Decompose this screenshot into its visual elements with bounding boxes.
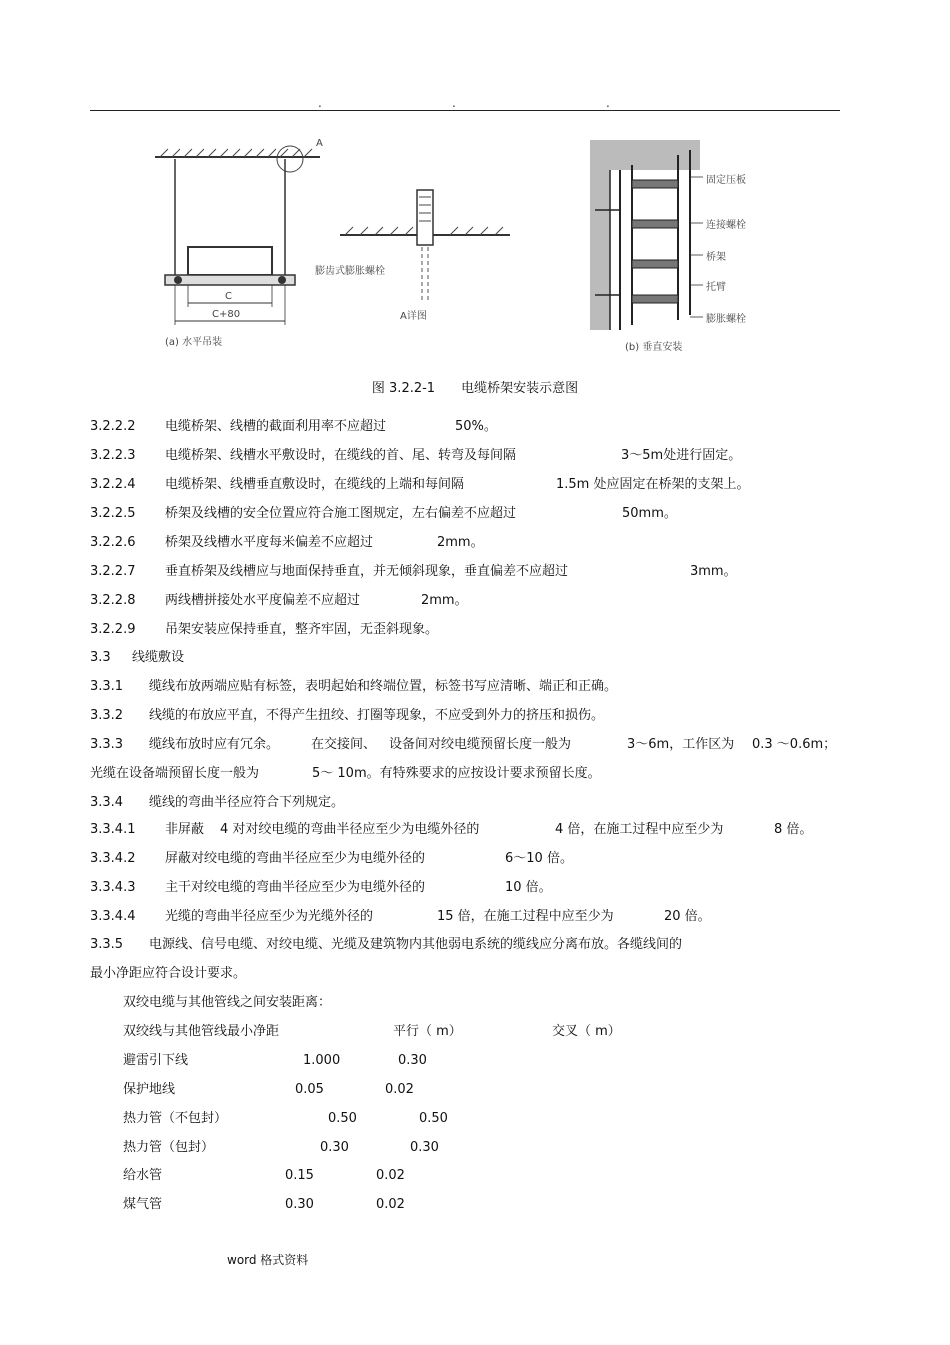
clause-number: 3.3.4.3 (90, 880, 136, 895)
clause-text: 屏蔽对绞电缆的弯曲半径应至少为电缆外径的 (165, 851, 426, 866)
clause-text: 4 对对绞电缆的弯曲半径应至少为电缆外径的 (220, 822, 480, 837)
label-detail: A详图 (400, 311, 427, 322)
label-bridge: 桥架 (706, 252, 726, 263)
installation-diagram (150, 135, 770, 365)
cable-tray-installation-figure (150, 135, 770, 365)
figure-caption: 图 3.2.2-1 电缆桥架安装示意图 (371, 381, 579, 396)
clause-number: 3.2.2.3 (90, 448, 136, 463)
section-title: 线缆敷设 (132, 650, 185, 665)
clause-value: 15 倍，在施工过程中应至少为 (437, 909, 614, 924)
clause-value: 2mm。 (437, 535, 484, 550)
table-cell: 0.02 (376, 1197, 405, 1212)
table-cell: 热力管（包封） (123, 1140, 215, 1155)
page-footer: word 格式资料 (227, 1253, 309, 1267)
table-cell: 0.30 (398, 1053, 427, 1068)
label-expansion-bolt: 膨胀螺栓 (706, 314, 746, 325)
label-c: C (225, 291, 232, 302)
clause-number: 3.3.4.2 (90, 851, 136, 866)
clause-text: 电源线、信号电缆、对绞电缆、光缆及建筑物内其他弱电系统的缆线应分离布放。各缆线间的 (149, 937, 683, 952)
clause-value: 50%。 (455, 419, 497, 434)
label-c80: C+80 (212, 309, 241, 320)
clause-number: 3.2.2.4 (90, 477, 136, 492)
table-cell: 0.30 (285, 1197, 314, 1212)
label-arm: 托臂 (706, 282, 726, 293)
clause-value: 6～10 倍。 (505, 851, 573, 866)
clause-text: 电缆桥架、线槽水平敷设时，在缆线的首、尾、转弯及每间隔 (165, 448, 517, 463)
clause-text: 设备间对绞电缆预留长度一般为 (389, 737, 572, 752)
table-cell: 热力管（不包封） (123, 1111, 228, 1126)
header-dot: . (606, 96, 610, 110)
table-header: 双绞线与其他管线最小净距 (123, 1024, 280, 1039)
section-number: 3.3 (90, 650, 111, 665)
table-cell: 1.000 (303, 1053, 341, 1068)
table-header: 交叉（ m） (552, 1024, 621, 1039)
clause-number: 3.3.2 (90, 708, 124, 723)
label-bolt-a: 膨齿式膨胀螺栓 (315, 266, 385, 277)
label-connect-bolt: 连接螺栓 (706, 220, 746, 231)
clause-value: 4 倍，在施工过程中应至少为 (555, 822, 724, 837)
table-cell: 给水管 (123, 1168, 163, 1183)
clause-number: 3.3.4 (90, 795, 124, 810)
clause-text: 光缆在设备端预留长度一般为 (90, 766, 260, 781)
table-cell: 保护地线 (123, 1082, 176, 1097)
clause-value: 0.3 ～0.6m； (752, 737, 837, 752)
clause-number: 3.2.2.6 (90, 535, 136, 550)
clause-value: 3mm。 (690, 564, 737, 579)
clause-text: 电缆桥架、线槽垂直敷设时，在缆线的上端和每间隔 (165, 477, 465, 492)
label-a: A (316, 138, 323, 149)
clause-text: 非屏蔽 (165, 822, 205, 837)
clause-text: 最小净距应符合设计要求。 (90, 966, 247, 981)
clause-value: 1.5m 处应固定在桥架的支架上。 (556, 477, 750, 492)
clause-value: 50mm。 (622, 506, 677, 521)
table-cell: 0.02 (376, 1168, 405, 1183)
clause-number: 3.3.4.1 (90, 822, 136, 837)
table-cell: 避雷引下线 (123, 1053, 189, 1068)
clause-number: 3.2.2.7 (90, 564, 136, 579)
clause-text: 缆线布放时应有冗余。 (149, 737, 280, 752)
clause-value: 5～ 10m。有特殊要求的应按设计要求预留长度。 (312, 766, 601, 781)
clause-number: 3.2.2.8 (90, 593, 136, 608)
table-cell: 0.50 (328, 1111, 357, 1126)
table-cell: 0.50 (419, 1111, 448, 1126)
clause-text: 缆线布放两端应贴有标签，表明起始和终端位置，标签书写应清晰、端正和正确。 (149, 679, 618, 694)
header-dot: . (452, 96, 456, 110)
table-cell: 煤气管 (123, 1197, 163, 1212)
table-cell: 0.30 (410, 1140, 439, 1155)
clause-text: 在交接间、 (311, 737, 377, 752)
clause-text: 光缆的弯曲半径应至少为光缆外径的 (165, 909, 374, 924)
label-sub-a: (a) 水平吊装 (165, 337, 223, 348)
clause-text: 线缆的布放应平直，不得产生扭绞、打圈等现象，不应受到外力的挤压和损伤。 (149, 708, 605, 723)
clause-text: 桥架及线槽水平度每米偏差不应超过 (165, 535, 374, 550)
clause-number: 3.3.5 (90, 937, 124, 952)
clause-number: 3.2.2.9 (90, 622, 136, 637)
clause-number: 3.2.2.2 (90, 419, 136, 434)
clause-value: 20 倍。 (664, 909, 711, 924)
table-header: 平行（ m） (393, 1024, 462, 1039)
clause-value: 10 倍。 (505, 880, 552, 895)
table-cell: 0.05 (295, 1082, 324, 1097)
clause-value: 2mm。 (421, 593, 468, 608)
header-rule (90, 110, 840, 111)
clause-text: 缆线的弯曲半径应符合下列规定。 (149, 795, 345, 810)
clause-text: 两线槽拼接处水平度偏差不应超过 (165, 593, 361, 608)
clause-value: 8 倍。 (774, 822, 813, 837)
clause-number: 3.3.1 (90, 679, 124, 694)
table-cell: 0.30 (320, 1140, 349, 1155)
clause-text: 吊架安装应保持垂直，整齐牢固，无歪斜现象。 (165, 622, 439, 637)
clause-value: 3～5m处进行固定。 (621, 448, 742, 463)
label-fixed-plate: 固定压板 (706, 175, 746, 186)
clause-text: 主干对绞电缆的弯曲半径应至少为电缆外径的 (165, 880, 426, 895)
table-cell: 0.02 (385, 1082, 414, 1097)
clause-text: 电缆桥架、线槽的截面利用率不应超过 (165, 419, 387, 434)
clause-value: 3～6m，工作区为 (627, 737, 735, 752)
table-cell: 0.15 (285, 1168, 314, 1183)
clause-number: 3.3.4.4 (90, 909, 136, 924)
clause-number: 3.2.2.5 (90, 506, 136, 521)
label-sub-b: (b) 垂直安装 (625, 342, 683, 353)
clause-number: 3.3.3 (90, 737, 124, 752)
clause-text: 垂直桥架及线槽应与地面保持垂直，并无倾斜现象，垂直偏差不应超过 (165, 564, 569, 579)
table-title-text: 双绞电缆与其他管线之间安装距离： (123, 995, 332, 1010)
clause-text: 桥架及线槽的安全位置应符合施工图规定，左右偏差不应超过 (165, 506, 517, 521)
header-dot: . (318, 96, 322, 110)
